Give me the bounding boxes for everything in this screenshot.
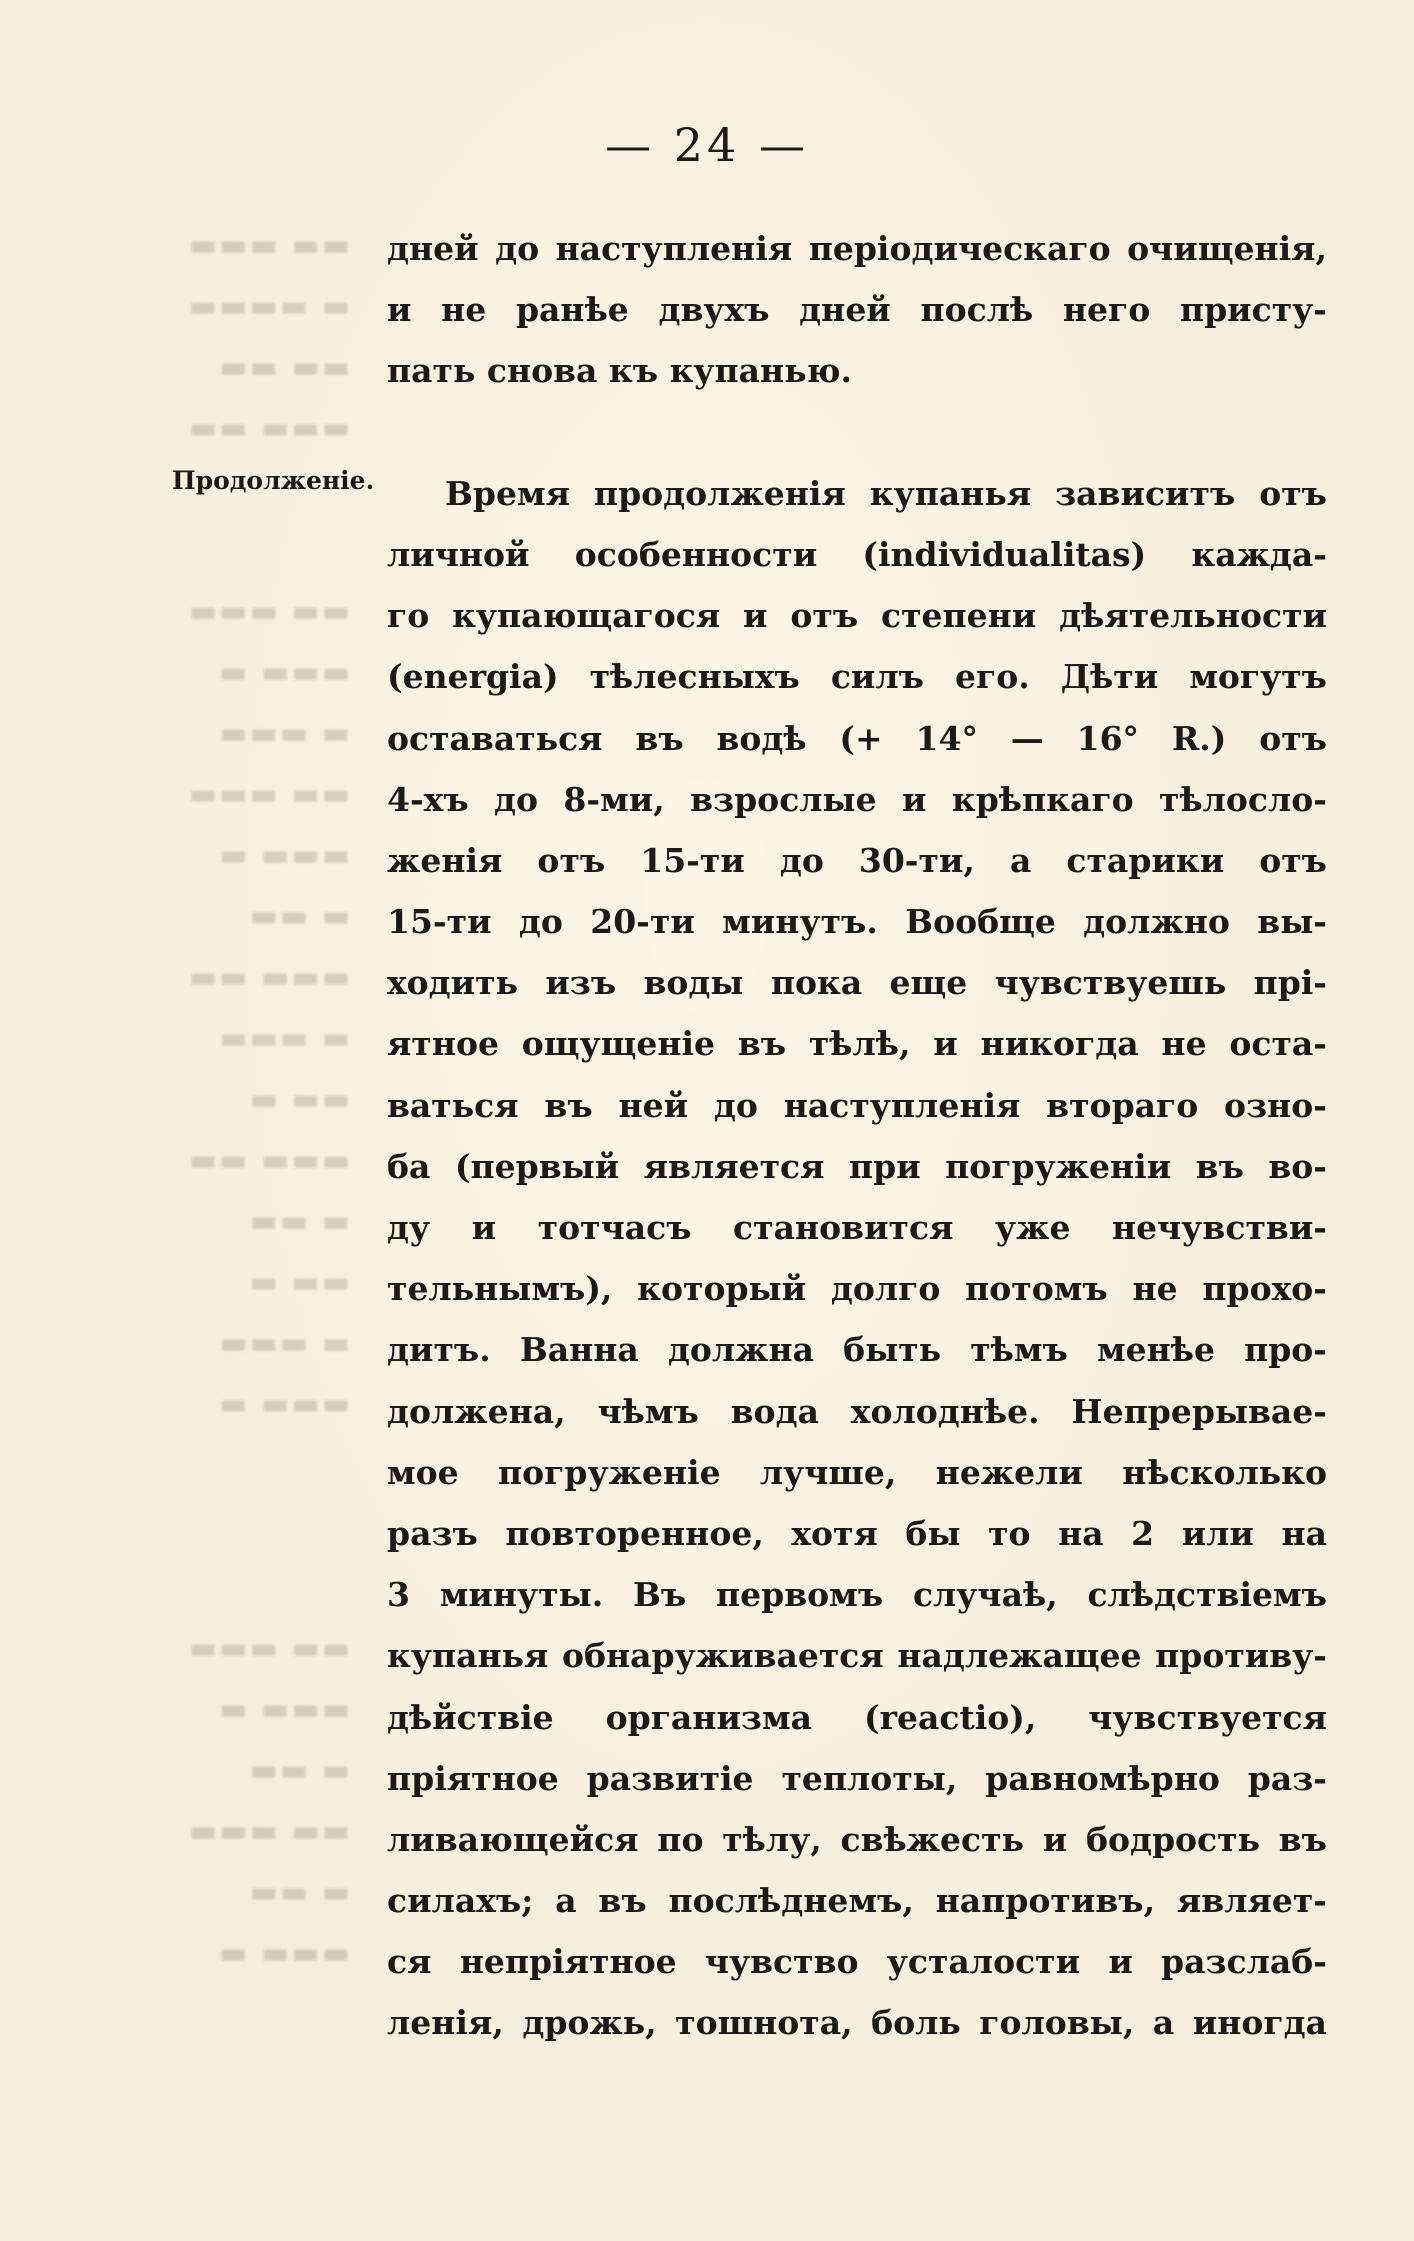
text-line: 4-хъ до 8-ми, взрослые и крѣпкаго тѣлосло-: [387, 779, 1327, 819]
text-line: личной особенности (individualitas) кажда-: [387, 534, 1327, 574]
text-line: (energia) тѣлесныхъ силъ его. Дѣти могутъ: [387, 657, 1327, 697]
text-line: должена, чѣмъ вода холоднѣе. Непрерывае-: [387, 1391, 1327, 1431]
text-line: мое погруженіе лучше, нежели нѣсколько: [387, 1452, 1327, 1492]
text-line: ся непріятное чувство усталости и разслаб-: [387, 1942, 1327, 1982]
text-line: ду и тотчасъ становится уже нечувстви-: [387, 1208, 1327, 1247]
text-line: дней до наступленія періодическаго очищенія,: [387, 229, 1327, 268]
text-line: дитъ. Ванна должна быть тѣмъ менѣе про-: [387, 1330, 1327, 1370]
text-line: и не ранѣе двухъ дней послѣ него присту-: [387, 290, 1327, 330]
text-line: ленія, дрожь, тошнота, боль головы, а иногда: [387, 2003, 1327, 2043]
text-line: тельнымъ), который долго потомъ не прохо-: [387, 1269, 1327, 1309]
text-line: купанья обнаруживается надлежащее противу-: [387, 1636, 1327, 1676]
text-line: силахъ; а въ послѣднемъ, напротивъ, являет-: [387, 1881, 1327, 1921]
margin-note: Продолженіе.: [172, 466, 375, 495]
text-line: ба (первый является при погруженіи въ во-: [387, 1146, 1327, 1186]
text-line: разъ повторенное, хотя бы то на 2 или на: [387, 1513, 1327, 1553]
text-line: ходить изъ воды пока еще чувствуешь прі-: [387, 963, 1327, 1003]
text-line: женія отъ 15-ти до 30-ти, а старики отъ: [387, 840, 1327, 880]
page-number: — 24 —: [605, 118, 809, 172]
text-line: пать снова къ купанью.: [387, 351, 852, 391]
paragraph-spacer: [387, 402, 1327, 463]
text-line: ятное ощущеніе въ тѣлѣ, и никогда не оста-: [387, 1024, 1327, 1064]
text-line: оставаться въ водѣ (+ 14° — 16° R.) отъ: [387, 718, 1327, 758]
text-line: Время продолженія купанья зависитъ отъ: [445, 473, 1327, 513]
text-line: ваться въ ней до наступленія втораго озно-: [387, 1085, 1327, 1125]
text-line: 15-ти до 20-ти минутъ. Вообще должно вы-: [387, 902, 1327, 942]
text-line: ливающейся по тѣлу, свѣжесть и бодрость въ: [387, 1819, 1327, 1859]
bleed-through-shadow: ▬▬ ▬▬▬ ▬ ▬▬▬▬ ▬▬ ▬▬ ▬▬▬ ▬▬ ▬▬ ▬▬▬ ▬▬▬ ▬ ▬ ▬▬▬ ▬▬ ▬▬▬ ▬▬▬ ▬ ▬ ▬▬ ▬▬▬ ▬▬ ▬ ▬▬▬ ▬▬ ▬ ▬▬▬ ▬▬ ▬ ▬▬ ▬▬ ▬ ▬ ▬▬▬ ▬▬▬ ▬ ▬▬ ▬▬▬ ▬▬▬ ▬ ▬ ▬▬ ▬▬ ▬▬▬ ▬ ▬▬ ▬▬▬ ▬: [186, 228, 350, 1971]
text-line: го купающагося и отъ степени дѣятельности: [387, 596, 1327, 636]
text-line: 3 минуты. Въ первомъ случаѣ, слѣдствіемъ: [387, 1575, 1327, 1615]
text-line: дѣйствіе организма (reactio), чувствуется: [387, 1697, 1327, 1737]
text-line: пріятное развитіе теплоты, равномѣрно раз-: [387, 1758, 1327, 1798]
body-text: [387, 218, 1327, 2054]
